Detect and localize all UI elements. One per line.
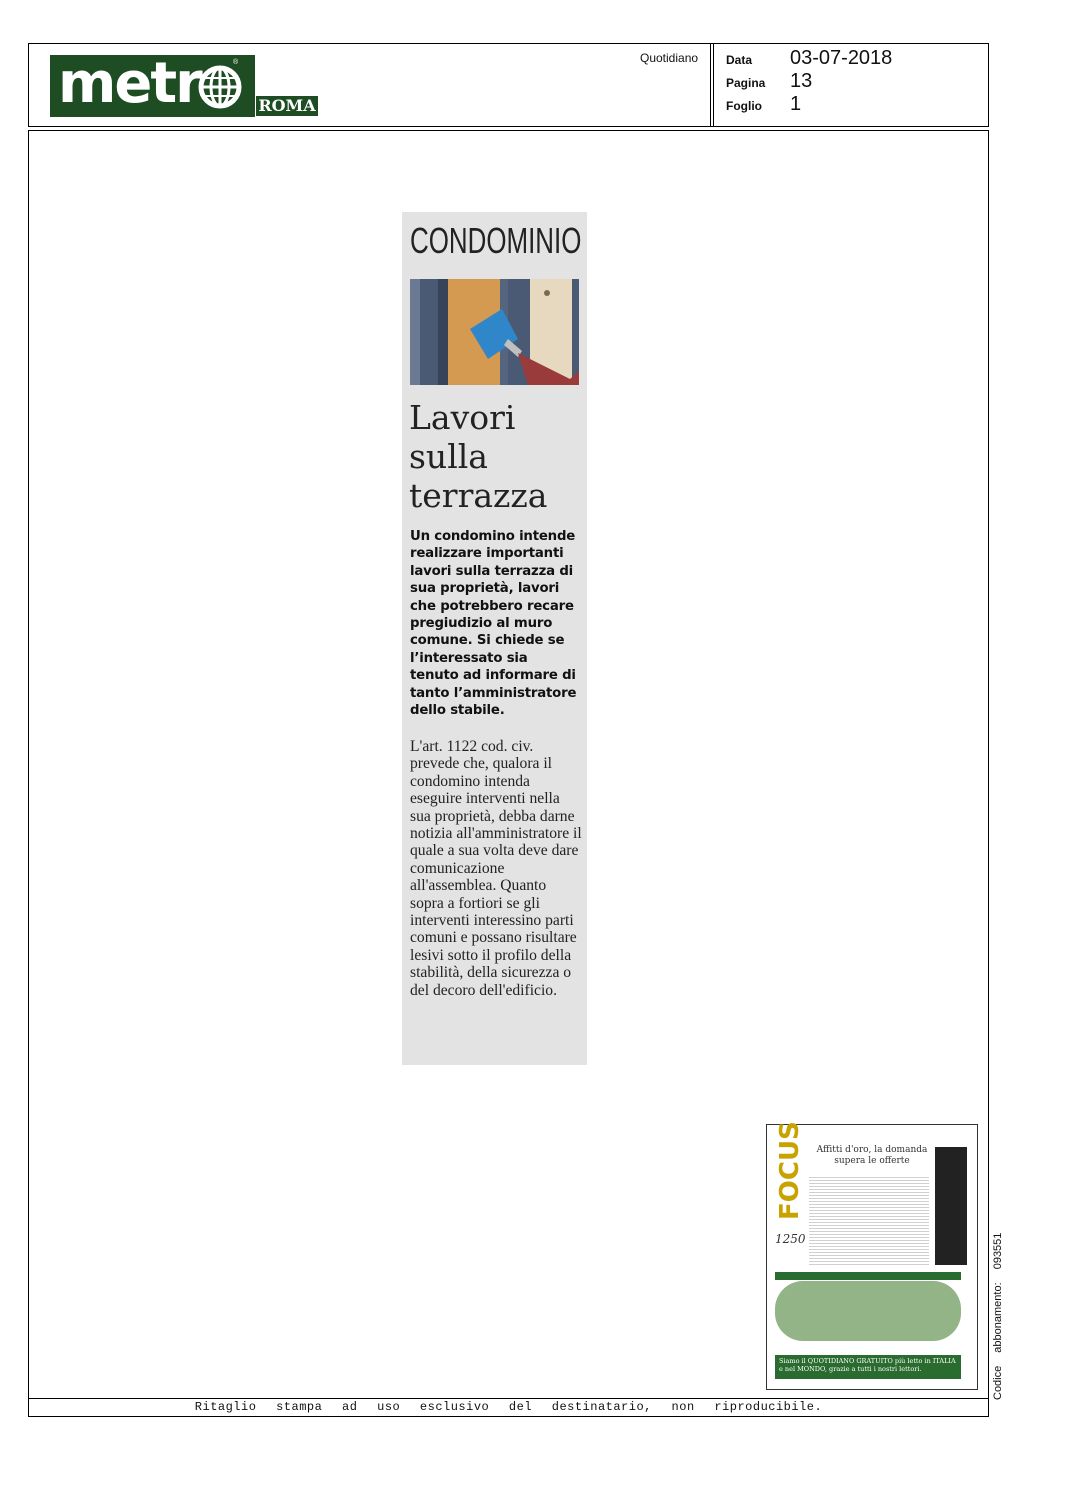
- promo-dark-column: [935, 1147, 967, 1265]
- subscription-code-label: Codice abbonamento:: [992, 1282, 1004, 1400]
- meta-label-sheet: Foglio: [726, 99, 762, 113]
- promo-bar: [775, 1272, 961, 1280]
- promo-thumbnail: [766, 1121, 978, 1390]
- article-clipping: [402, 212, 587, 1065]
- promo-focus-label: FOCUS: [775, 1121, 805, 1220]
- promo-title: Affitti d'oro, la domanda supera le offerte: [816, 1145, 928, 1166]
- promo-text-columns: [809, 1175, 929, 1267]
- meta-value-sheet: 1: [790, 93, 802, 115]
- subscription-code-value: 093551: [992, 1232, 1004, 1270]
- meta-value-page: 13: [790, 70, 813, 92]
- world-map-icon: [775, 1281, 961, 1341]
- headline-line: sulla: [409, 437, 488, 476]
- footer-disclaimer: Ritaglio stampa ad uso esclusivo del destinatario, non riproducibile.: [28, 1398, 989, 1417]
- subscription-code: [992, 1233, 1004, 1400]
- promo-footer: Siamo il QUOTIDIANO GRATUITO più letto in ITALIA e nel MONDO, grazie a tutti i nostri lettori.: [775, 1355, 961, 1379]
- header-divider: [710, 43, 714, 127]
- article-photo: [410, 279, 579, 385]
- publication-type: Quotidiano: [640, 51, 699, 65]
- meta-value-date: 03-07-2018: [790, 47, 893, 69]
- logo-city: ROMA: [256, 96, 318, 116]
- globe-icon: [198, 65, 242, 109]
- painting-brush-image: [410, 279, 579, 385]
- headline-line: terrazza: [409, 476, 548, 515]
- logo-text: metr: [58, 51, 201, 116]
- headline: [409, 398, 547, 515]
- promo-number: 1250: [775, 1232, 806, 1246]
- meta-label-date: Data: [726, 53, 753, 67]
- logo-registered-mark: ®: [233, 59, 239, 66]
- metro-logo: [50, 51, 255, 117]
- article-body: L'art. 1122 cod. civ. prevede che, qualora il condomino intenda eseguire interventi nella sua proprietà, debba darne notizia all'amministratore il quale a sua volta deve dare comunicazione all'assemblea. Quanto sopra a fortiori se gli interventi interessino parti comuni e possano risultare lesivi sotto il profilo della stabilità, della sicurezza o del decoro dell'edificio.: [410, 738, 582, 999]
- section-title: CONDOMINIO: [410, 220, 582, 261]
- meta-label-page: Pagina: [726, 76, 766, 90]
- headline-line: Lavori: [409, 398, 516, 437]
- article-lead: Un condomino intende realizzare importanti lavori sulla terrazza di sua proprietà, lavori che potrebbero recare pregiudizio al muro comune. Si chiede se l’interessato sia tenuto ad informare di tanto l’amministratore dello stabile.: [410, 529, 577, 719]
